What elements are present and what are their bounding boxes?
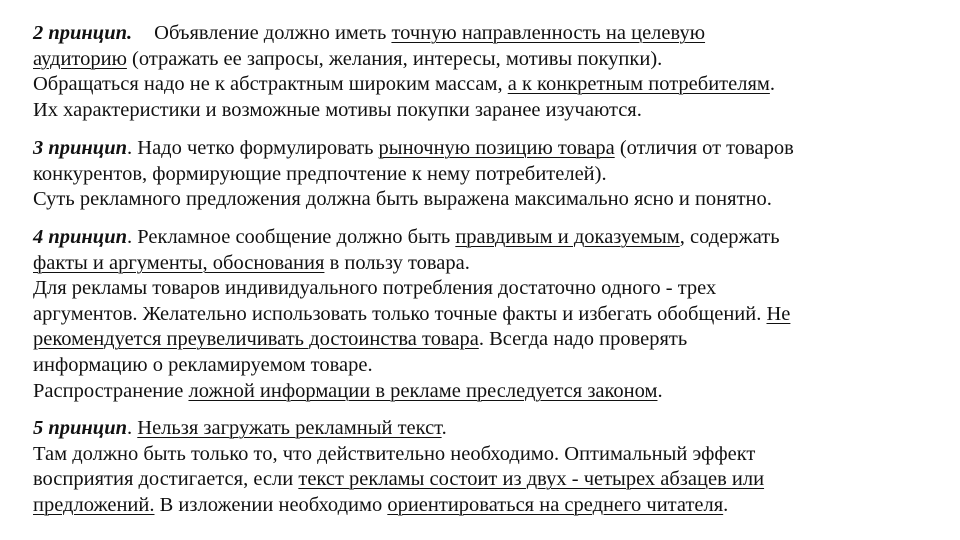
text-line	[33, 493, 938, 519]
text-line	[33, 467, 938, 493]
underlined-phrase: точную направленность на целевую	[391, 22, 706, 44]
principle-4-heading: 4 принцип	[33, 226, 128, 248]
text-span: .	[769, 73, 775, 96]
text-line: Для рекламы товаров индивидуального потребления достаточно одного - трех	[33, 277, 717, 300]
text-line	[33, 21, 938, 47]
text-line: конкурентов, формирующие предпочтение к нему потребителей).	[33, 162, 607, 185]
underlined-phrase: рекомендуется преувеличивать достоинства товара	[33, 328, 479, 351]
text-span: Распространение	[33, 379, 189, 402]
text-span: Объявление должно иметь	[154, 22, 392, 44]
text-line	[33, 379, 938, 405]
text-line: информацию о рекламируемом товаре.	[33, 353, 373, 376]
principle-3-heading: 3 принцип	[33, 137, 128, 159]
text-line	[33, 136, 938, 162]
principle-4-paragraph	[33, 225, 938, 404]
text-span: В изложении необходимо	[154, 493, 388, 516]
text-span: , содержать	[679, 226, 780, 248]
text-span: . Рекламное сообщение должно быть	[127, 226, 456, 248]
text-span: .	[657, 379, 663, 402]
text-span: . Всегда надо проверять	[478, 328, 688, 351]
underlined-phrase: ложной информации в рекламе преследуется законом	[188, 379, 658, 402]
principle-5-paragraph	[33, 416, 938, 518]
text-span: восприятия достигается, если	[33, 468, 299, 491]
text-line	[33, 302, 938, 328]
text-span: . Надо четко формулировать	[127, 137, 379, 159]
text-span: аргументов. Желательно использовать только точные факты и избегать обобщений.	[33, 302, 767, 325]
text-span: Обращаться надо не к абстрактным широким массам,	[33, 73, 508, 96]
text-line	[33, 225, 938, 251]
underlined-phrase: аудиторию	[33, 47, 127, 70]
underlined-phrase: предложений.	[33, 493, 155, 516]
principle-2-paragraph	[33, 21, 938, 123]
text-span: (отражать ее запросы, желания, интересы, мотивы покупки).	[126, 47, 663, 70]
underlined-phrase: Не	[766, 302, 791, 325]
text-span: .	[723, 493, 729, 516]
underlined-phrase: Нельзя загружать рекламный текст	[137, 417, 442, 439]
text-line	[33, 327, 938, 353]
principle-5-heading: 5 принцип	[33, 417, 128, 439]
text-line	[33, 72, 938, 98]
underlined-phrase: текст рекламы состоит из двух - четырех абзацев или	[298, 468, 765, 491]
underlined-phrase: ориентироваться на среднего читателя	[387, 493, 724, 516]
text-line: Там должно быть только то, что действительно необходимо. Оптимальный эффект	[33, 442, 756, 465]
text-line: Их характеристики и возможные мотивы покупки заранее изучаются.	[33, 98, 642, 121]
text-span: в пользу товара.	[324, 251, 470, 274]
text-span: .	[441, 417, 447, 439]
underlined-phrase: а к конкретным потребителям	[507, 73, 770, 96]
underlined-phrase: рыночную позицию товара	[378, 137, 615, 159]
text-line: Суть рекламного предложения должна быть выражена максимально ясно и понятно.	[33, 188, 772, 211]
text-span: .	[127, 417, 138, 439]
text-line	[33, 251, 938, 277]
text-line	[33, 47, 938, 73]
underlined-phrase: факты и аргументы, обоснования	[33, 251, 325, 274]
principle-2-heading: 2 принцип.	[33, 22, 133, 44]
text-span: (отличия от товаров	[614, 137, 794, 159]
principle-3-paragraph	[33, 136, 938, 213]
underlined-phrase: правдивым и доказуемым	[455, 226, 680, 248]
text-line	[33, 416, 938, 442]
